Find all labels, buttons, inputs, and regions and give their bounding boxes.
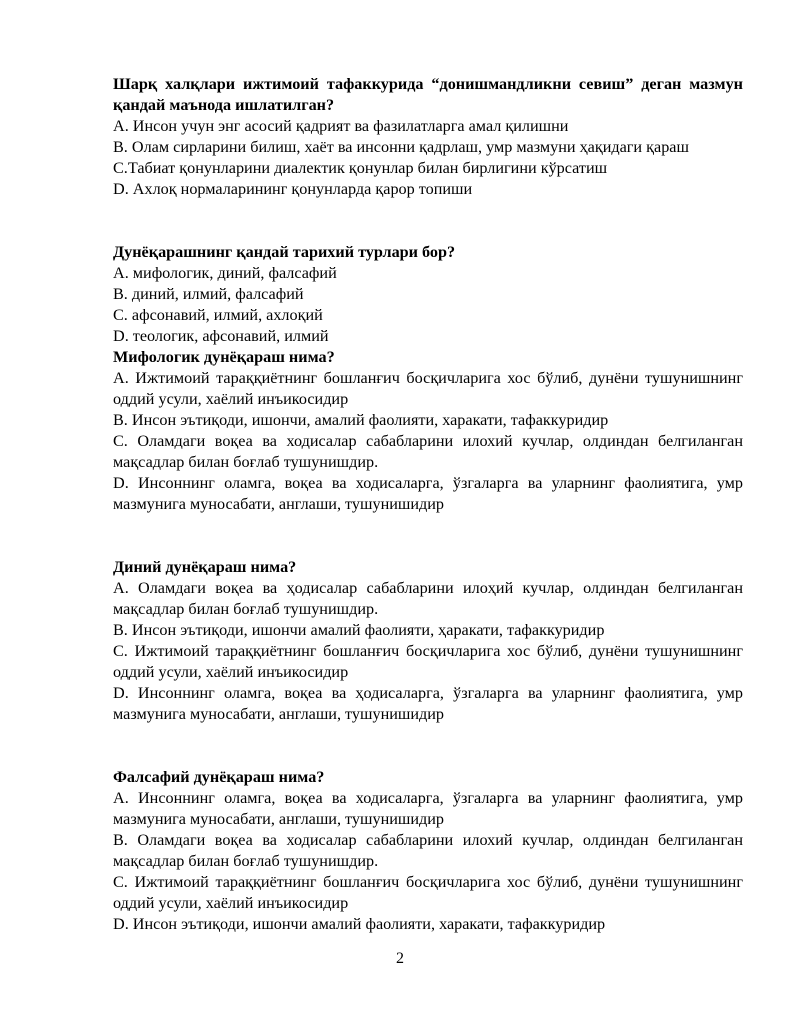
answer-option-c: C. афсонавий, илмий, ахлоқий	[113, 306, 323, 324]
question-block-4	[113, 557, 743, 725]
question-text: Шарқ халқлари ижтимоий тафаккурида “донишмандликни севиш” деган мазмун қандай маънода ишлатилган?	[113, 75, 743, 114]
spacer	[113, 515, 743, 557]
spacer	[113, 200, 743, 242]
page-number: 2	[396, 950, 404, 967]
question-block-3	[113, 347, 743, 515]
answer-option-a: A. Ижтимоий тараққиётнинг бошланғич босқичларига хос бўлиб, дунёни тушунишнинг оддий усули, хаёлий инъикосидир	[113, 369, 743, 408]
question-text: Дунёқарашнинг қандай тарихий турлари бор?	[113, 243, 456, 261]
answer-option-b: B. Инсон эътиқоди, ишончи амалий фаолияти, ҳаракати, тафаккуридир	[113, 621, 605, 639]
answer-option-b: B. Оламдаги воқеа ва ходисалар сабабларини илохий кучлар, олдиндан белгиланган мақсадлар билан боғлаб тушунишдир.	[113, 831, 743, 870]
answer-option-d: D. Инсоннинг оламга, воқеа ва ходисаларга, ўзгаларга ва уларнинг фаолиятига, умр мазмунига муносабати, англаши, тушунишидир	[113, 474, 743, 513]
answer-option-a: A. Инсоннинг оламга, воқеа ва ходисаларга, ўзгаларга ва уларнинг фаолиятига, умр мазмунига муносабати, англаши, тушунишидир	[113, 789, 743, 828]
answer-option-b: B. Олам сирларини билиш, хаёт ва инсонни қадрлаш, умр мазмуни ҳақидаги қараш	[113, 138, 689, 156]
answer-option-d: D. Ахлоқ нормаларининг қонунларда қарор топиши	[113, 180, 473, 198]
question-block-5	[113, 767, 743, 935]
question-block-2	[113, 242, 743, 347]
question-text: Фалсафий дунёқараш нима?	[113, 768, 325, 786]
answer-option-b: B. Инсон эътиқоди, ишончи, амалий фаолияти, харакати, тафаккуридир	[113, 411, 609, 429]
answer-option-d: D. Инсон эътиқоди, ишончи амалий фаолияти, харакати, тафаккуридир	[113, 915, 606, 933]
spacer	[113, 725, 743, 767]
answer-option-a: A. мифологик, диний, фалсафий	[113, 264, 337, 282]
question-text: Мифологик дунёқараш нима?	[113, 348, 335, 366]
answer-option-c: C. Оламдаги воқеа ва ходисалар сабабларини илохий кучлар, олдиндан белгиланган мақсадлар билан боғлаб тушунишдир.	[113, 432, 743, 471]
answer-option-d: D. теологик, афсонавий, илмий	[113, 327, 329, 345]
question-text: Диний дунёқараш нима?	[113, 558, 297, 576]
answer-option-a: A. Инсон учун энг асосий қадрият ва фазилатларга амал қилишни	[113, 117, 569, 135]
answer-option-a: A. Оламдаги воқеа ва ҳодисалар сабабларини илоҳий кучлар, олдиндан белгиланган мақсадлар билан боғлаб тушунишдир.	[113, 579, 743, 618]
answer-option-c: C.Табиат қонунларини диалектик қонунлар билан бирлигини кўрсатиш	[113, 159, 608, 177]
answer-option-c: C. Ижтимоий тараққиётнинг бошланғич босқичларига хос бўлиб, дунёни тушунишнинг оддий усули, хаёлий инъикосидир	[113, 873, 743, 912]
answer-option-b: B. диний, илмий, фалсафий	[113, 285, 304, 303]
document-page	[113, 74, 743, 935]
question-block-1	[113, 74, 743, 200]
answer-option-d: D. Инсоннинг оламга, воқеа ва ҳодисаларга, ўзгаларга ва уларнинг фаолиятига, умр мазмунига муносабати, англаши, тушунишидир	[113, 684, 743, 723]
answer-option-c: C. Ижтимоий тараққиётнинг бошланғич босқичларига хос бўлиб, дунёни тушунишнинг оддий усули, хаёлий инъикосидир	[113, 642, 743, 681]
